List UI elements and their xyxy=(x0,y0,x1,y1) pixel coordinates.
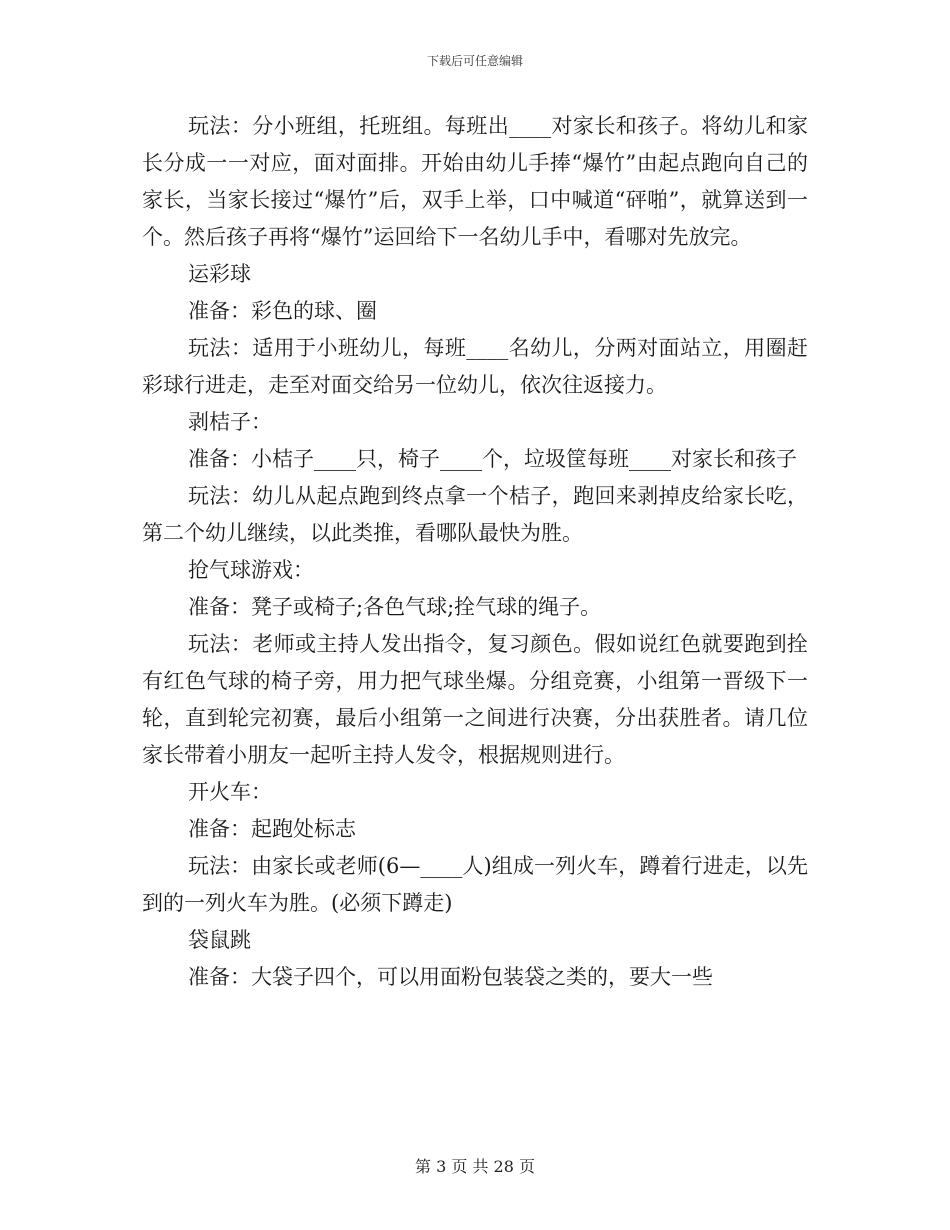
paragraph-balloon-rules: 玩法：老师或主持人发出指令，复习颜色。假如说红色就要跑到拴有红色气球的椅子旁，用力把气球坐爆。分组竞赛，小组第一晋级下一轮，直到轮完初赛，最后小组第一之间进行决赛，分出获胜者。请几位家长带着小朋友一起听主持人发令，根据规则进行。 xyxy=(142,632,808,767)
heading-train-game: 开火车： xyxy=(188,780,272,804)
paragraph-train-prep: 准备：起跑处标志 xyxy=(188,817,356,841)
paragraph-tangerine-prep: 准备：小桔子____只，椅子____个，垃圾筐每班____对家长和孩子 xyxy=(188,447,797,471)
document-body xyxy=(142,108,808,996)
paragraph-colored-ball-rules: 玩法：适用于小班幼儿，每班____名幼儿，分两对面站立，用圈赶彩球行进走，走至对面交给另一位幼儿，依次往返接力。 xyxy=(142,336,808,397)
paragraph-tangerine-rules: 玩法：幼儿从起点跑到终点拿一个桔子，跑回来剥掉皮给家长吃，第二个幼儿继续，以此类推，看哪队最快为胜。 xyxy=(142,484,808,545)
heading-carry-colored-ball: 运彩球 xyxy=(188,262,251,286)
paragraph-firecracker-rules: 玩法：分小班组，托班组。每班出____对家长和孩子。将幼儿和家长分成一一对应，面对面排。开始由幼儿手捧“爆竹”由起点跑向自己的家长，当家长接过“爆竹”后，双手上举，口中喊道“砰啪”，就算送到一个。然后孩子再将“爆竹”运回给下一名幼儿手中，看哪对先放完。 xyxy=(142,114,808,249)
page-number: 第 3 页 共 28 页 xyxy=(415,1157,535,1176)
heading-balloon-game: 抢气球游戏： xyxy=(188,558,314,582)
heading-peel-tangerine: 剥桔子： xyxy=(188,410,272,434)
paragraph-kangaroo-prep: 准备：大袋子四个，可以用面粉包装袋之类的，要大一些 xyxy=(188,965,713,989)
paragraph-balloon-prep: 准备：凳子或椅子;各色气球;拴气球的绳子。 xyxy=(188,595,602,619)
heading-kangaroo-jump: 袋鼠跳 xyxy=(188,928,251,952)
paragraph-train-rules: 玩法：由家长或老师(6—____人)组成一列火车，蹲着行进走，以先到的一列火车为胜。(必须下蹲走) xyxy=(142,854,808,915)
paragraph-colored-ball-prep: 准备：彩色的球、圈 xyxy=(188,299,377,323)
page-header: 下载后可任意编辑 xyxy=(426,54,523,68)
